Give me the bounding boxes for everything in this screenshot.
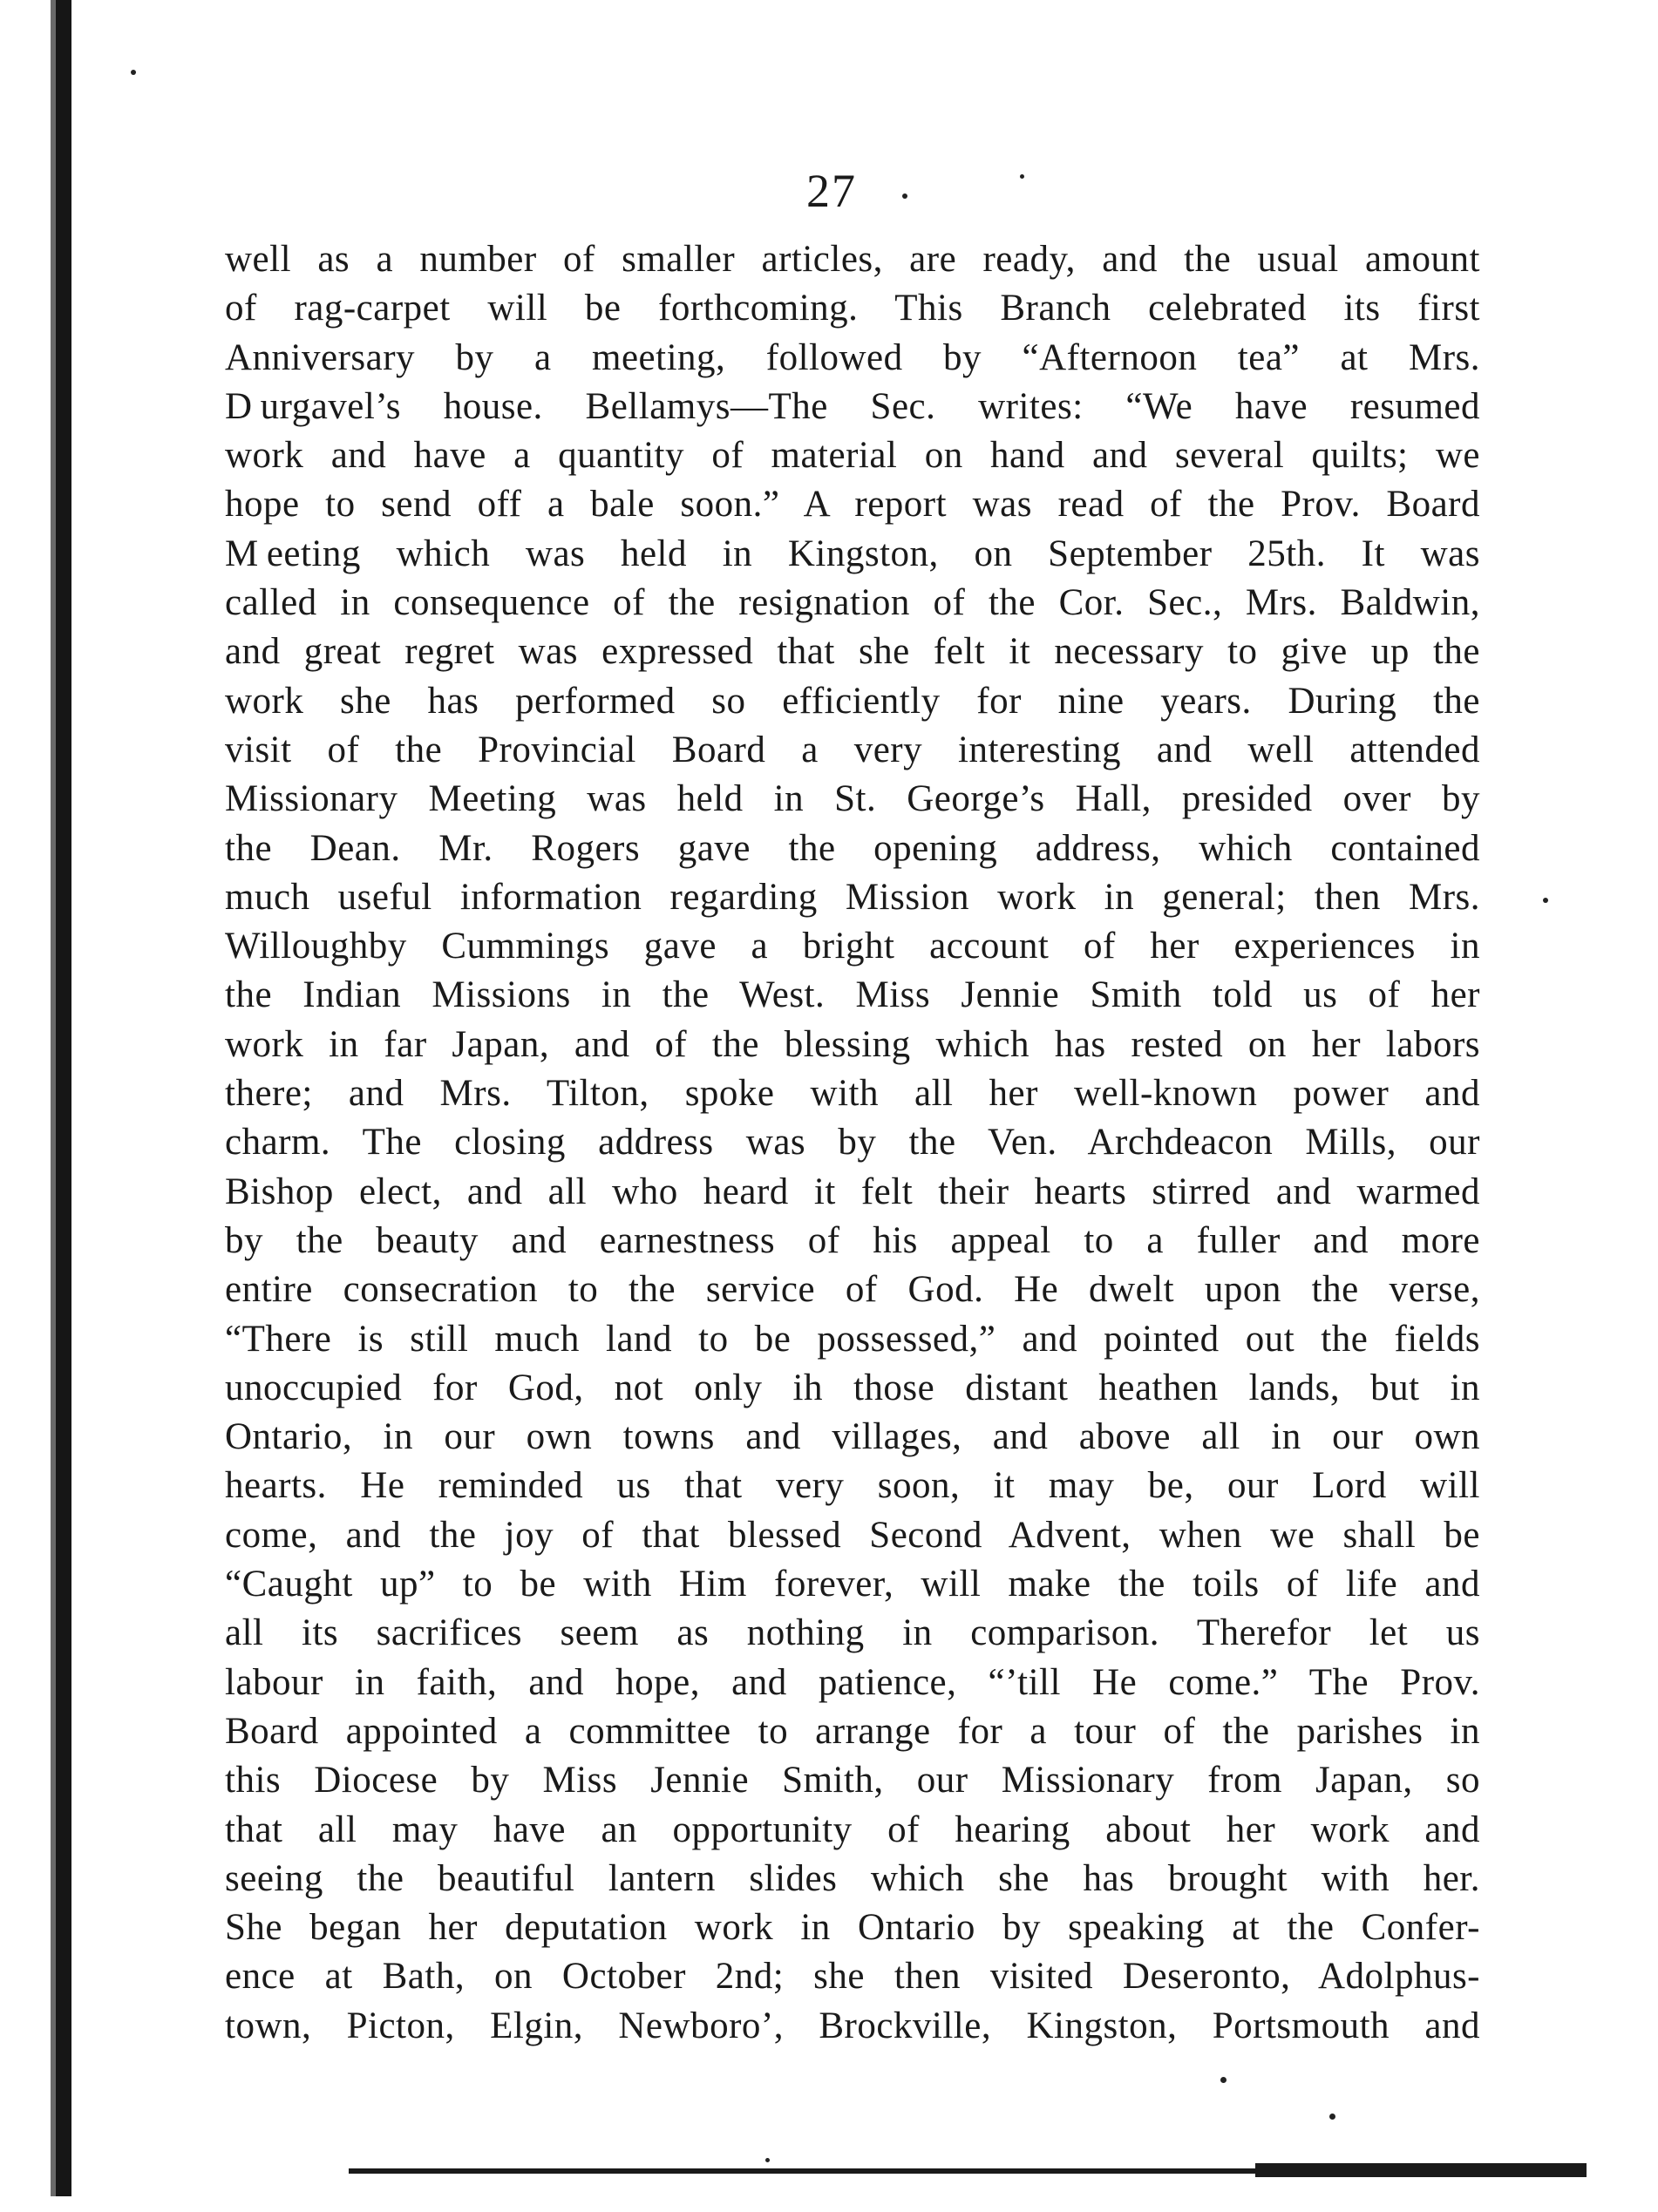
- text-line: hope to send off a bale soon.” A report was read of the Prov. Board: [225, 484, 1480, 526]
- text-line: the Indian Missions in the West. Miss Jennie Smith told us of her: [225, 974, 1480, 1016]
- text-line: entire consecration to the service of God. He dwelt upon the verse,: [225, 1269, 1480, 1311]
- text-line: Willoughby Cummings gave a bright account of her experiences in: [225, 926, 1480, 967]
- text-line: seeing the beautiful lantern slides which she has brought with her.: [225, 1857, 1480, 1899]
- text-line: and great regret was expressed that she felt it necessary to give up the: [225, 631, 1480, 673]
- text-line: the Dean. Mr. Rogers gave the opening address, which contained: [225, 827, 1480, 869]
- text-line: all its sacrifices seem as nothing in comparison. Therefor let us: [225, 1612, 1480, 1654]
- speck: [1220, 2077, 1227, 2083]
- text-line: this Diocese by Miss Jennie Smith, our Missionary from Japan, so: [225, 1760, 1480, 1801]
- speck: [902, 193, 907, 199]
- text-line: town, Picton, Elgin, Newboro’, Brockville, Kingston, Portsmouth and: [225, 2005, 1480, 2046]
- text-line: work and have a quantity of material on hand and several quilts; we: [225, 435, 1480, 477]
- text-line: Anniversary by a meeting, followed by “Afternoon tea” at Mrs.: [225, 336, 1480, 378]
- text-line: visit of the Provincial Board a very interesting and well attended: [225, 729, 1480, 770]
- text-line: that all may have an opportunity of hearing about her work and: [225, 1808, 1480, 1850]
- text-line: ence at Bath, on October 2nd; she then visited Deseronto, Adolphus-: [225, 1956, 1480, 1998]
- text-line: Bishop elect, and all who heard it felt their hearts stirred and warmed: [225, 1170, 1480, 1212]
- text-line: Missionary Meeting was held in St. George’s Hall, presided over by: [225, 778, 1480, 820]
- text-line: well as a number of smaller articles, are ready, and the usual amount: [225, 239, 1480, 280]
- text-line: “There is still much land to be possessed,” and pointed out the fields: [225, 1318, 1480, 1360]
- text-line: unoccupied for God, not only ih those distant heathen lands, but in: [225, 1367, 1480, 1408]
- text-line: of rag-carpet will be forthcoming. This Branch celebrated its first: [225, 288, 1480, 329]
- text-line: called in consequence of the resignation of the Cor. Sec., Mrs. Baldwin,: [225, 582, 1480, 624]
- text-line: Board appointed a committee to arrange for a tour of the parishes in: [225, 1710, 1480, 1752]
- speck: [1329, 2114, 1335, 2120]
- page-number: 27: [806, 165, 857, 217]
- text-line: work she has performed so efficiently for nine years. During the: [225, 680, 1480, 722]
- text-line: “Caught up” to be with Him forever, will make the toils of life and: [225, 1564, 1480, 1605]
- text-line: labour in faith, and hope, and patience, “’till He come.” The Prov.: [225, 1661, 1480, 1703]
- speck: [765, 2158, 770, 2162]
- text-line: there; and Mrs. Tilton, spoke with all her well-known power and: [225, 1073, 1480, 1115]
- speck: [1543, 898, 1548, 903]
- body-text: [225, 235, 1480, 2051]
- text-line: hearts. He reminded us that very soon, it may be, our Lord will: [225, 1465, 1480, 1507]
- text-line: D urgavel’s house. Bellamys—The Sec. writes: “We have resumed: [225, 385, 1480, 427]
- text-line: by the beauty and earnestness of his appeal to a fuller and more: [225, 1219, 1480, 1261]
- text-line: work in far Japan, and of the blessing which has rested on her labors: [225, 1023, 1480, 1065]
- text-line: Ontario, in our own towns and villages, and above all in our own: [225, 1416, 1480, 1458]
- text-line: much useful information regarding Mission work in general; then Mrs.: [225, 876, 1480, 918]
- speck: [1020, 174, 1024, 179]
- speck: [131, 70, 136, 75]
- text-line: charm. The closing address was by the Ven. Archdeacon Mills, our: [225, 1122, 1480, 1164]
- binding-edge: [56, 0, 71, 2196]
- bottom-rule-edge: [1255, 2163, 1587, 2177]
- text-line: come, and the joy of that blessed Second Advent, when we shall be: [225, 1514, 1480, 1556]
- text-line: She began her deputation work in Ontario by speaking at the Confer-: [225, 1907, 1480, 1949]
- text-line: M eeting which was held in Kingston, on September 25th. It was: [225, 533, 1480, 574]
